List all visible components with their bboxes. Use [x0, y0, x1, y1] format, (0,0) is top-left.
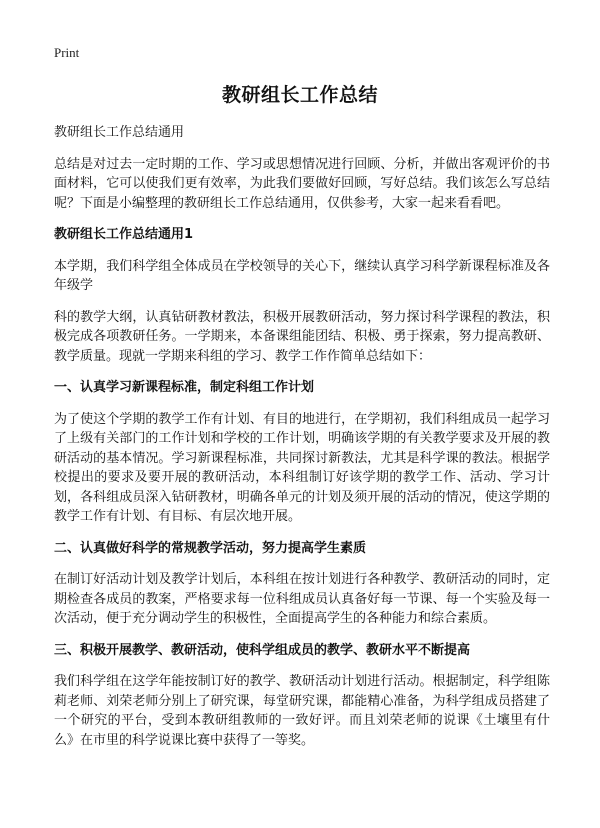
heading-3: 三、积极开展教学、教研活动，使科学组成员的教学、教研水平不断提高 — [54, 642, 471, 658]
paragraph-4: 在制订好活动计划及教学计划后，本科组在按计划进行各种教学、教研活动的同时，定期检查各成员的教案，严格要求每一位科组成员认真备好每一节课、每一个实验及每一次活动，便于充分调动学生的积极性，全面提高学生的各种能力和综合素质。 — [54, 572, 550, 626]
paragraph-5: 我们科学组在这学年能按制订好的教学、教研活动计划进行活动。根据制定，科学组陈莉老师、刘荣老师分别上了研究课，每堂研究课，都能精心准备，为科学组成员搭建了一个研究的平台，受到本教研组教师的一致好评。而且刘荣老师的说课《土壤里有什么》在市里的科学说课比赛中获得了一等奖。 — [54, 674, 550, 748]
page-title: 教研组长工作总结 — [221, 84, 378, 106]
document-subtitle: 教研组长工作总结通用 — [54, 125, 185, 140]
intro-paragraph: 总结是对过去一定时期的工作、学习或思想情况进行回顾、分析，并做出客观评价的书面材料，它可以使我们更有效率，为此我们要做好回顾，写好总结。我们该怎么写总结呢？下面是小编整理的教研组长工作总结通用，仅供参考，大家一起来看看吧。 — [54, 156, 550, 211]
paragraph-2: 科的教学大纲，认真钻研教材教法，积极开展教研活动，努力探讨科学课程的教法，积极完成各项教研任务。一学期来，本备课组能团结、积极、勇于探索，努力提高教研、教学质量。现就一学期来科组的学习、教学工作作简单总结如下： — [54, 309, 550, 364]
heading-2: 二、认真做好科学的常规教学活动，努力提高学生素质 — [54, 540, 367, 556]
print-link[interactable]: Print — [54, 45, 80, 60]
paragraph-3: 为了使这个学期的教学工作有计划、有目的地进行，在学期初，我们科组成员一起学习了上级有关部门的工作计划和学校的工作计划，明确该学期的有关教学要求及开展的教研活动的基本情况。学习新课程标准，共同探讨新教法，尤其是科学课的教法。根据学校提出的要求及要开展的教研活动，本科组制订好该学期的教学工作、活动、学习计划，各科组成员深入钻研教材，明确各单元的计划及须开展的活动的情况，使这学期的教学工作有计划、有目标、有层次地开展。 — [54, 411, 550, 524]
heading-1: 一、认真学习新课程标准，制定科组工作计划 — [54, 380, 315, 395]
paragraph-1: 本学期，我们科学组全体成员在学校领导的关心下，继续认真学习科学新课程标准及各年级学 — [54, 258, 550, 293]
section-title: 教研组长工作总结通用1 — [54, 227, 194, 242]
document-body — [54, 123, 550, 762]
